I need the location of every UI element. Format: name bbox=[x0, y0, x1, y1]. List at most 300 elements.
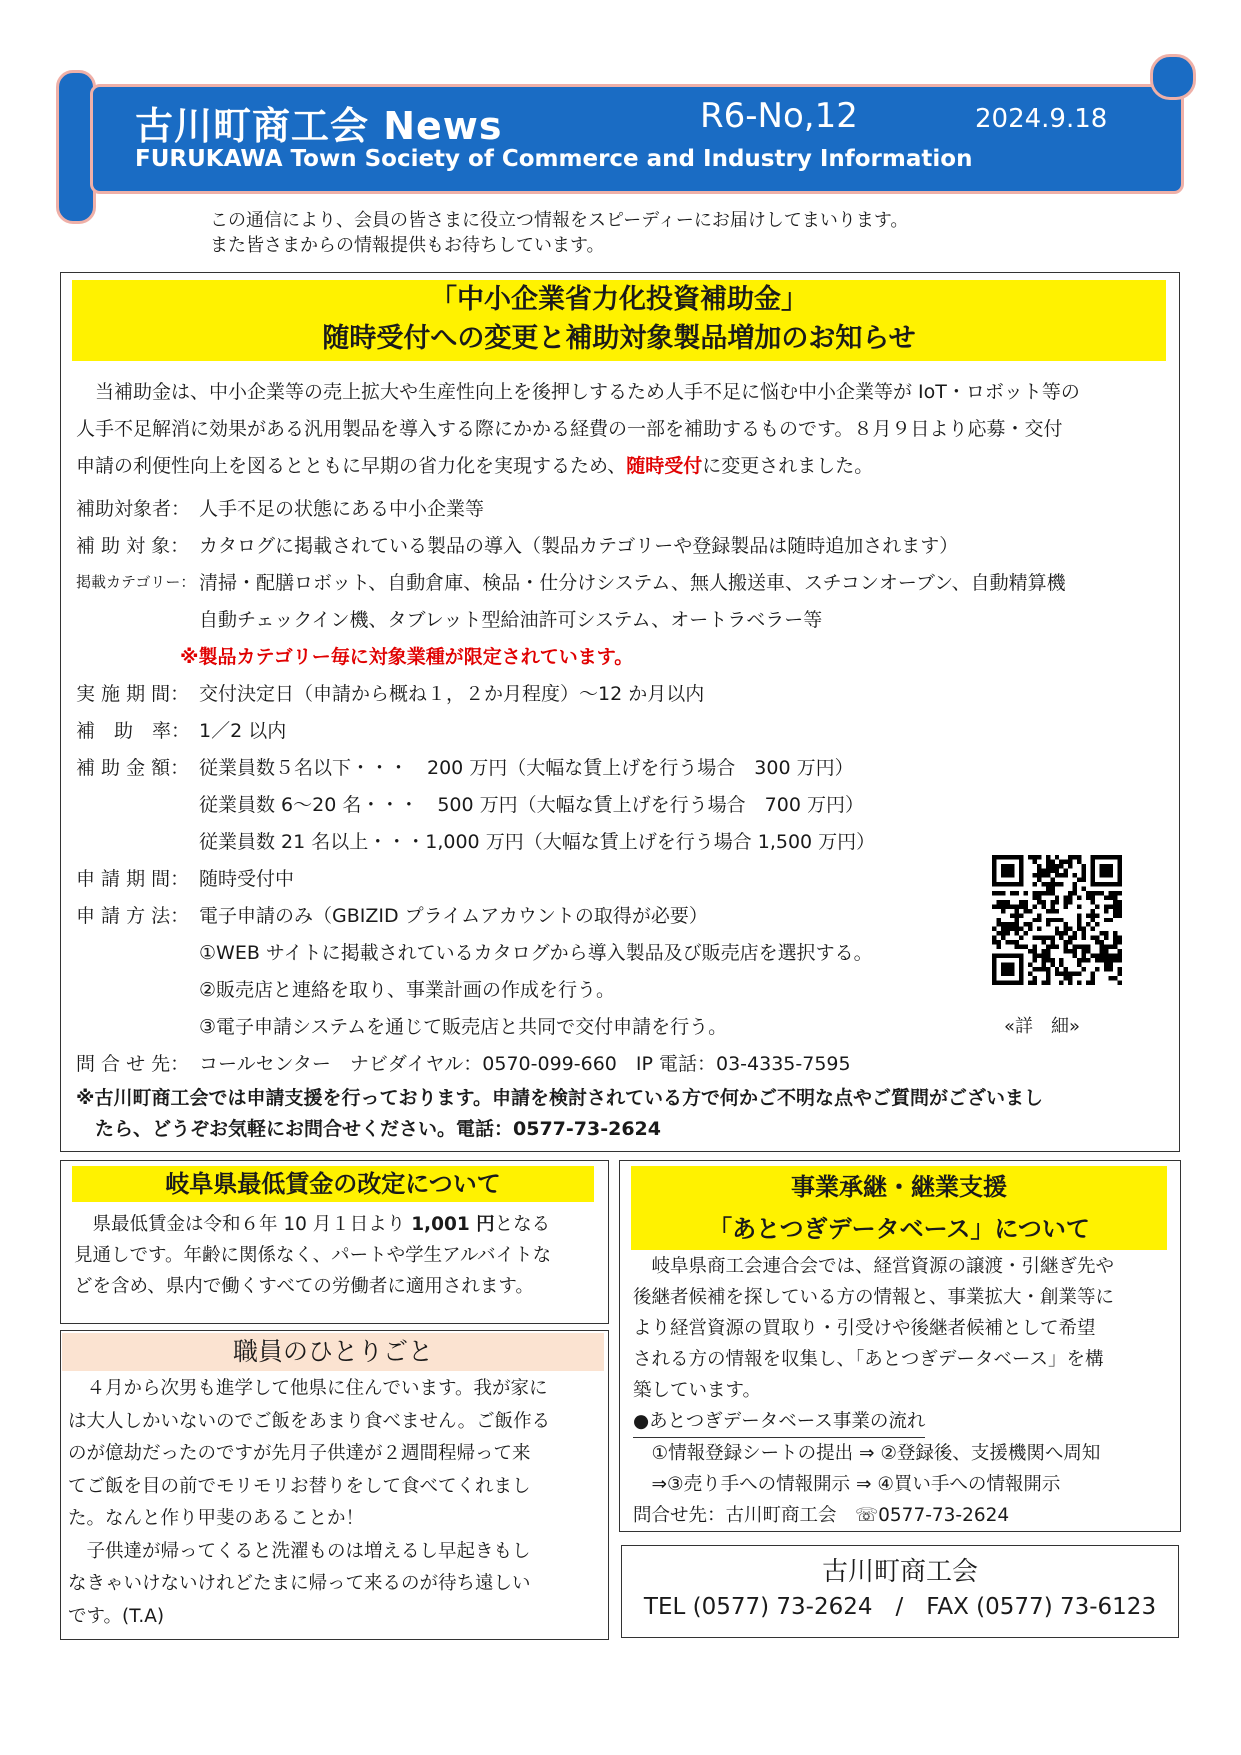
qr-module bbox=[1032, 967, 1036, 971]
qr-module bbox=[1041, 904, 1045, 908]
qr-module bbox=[1019, 900, 1023, 904]
qr-module bbox=[1113, 855, 1117, 859]
qr-module bbox=[1050, 909, 1054, 913]
qr-module bbox=[1032, 873, 1036, 877]
qr-module bbox=[992, 891, 996, 895]
qr-module bbox=[1046, 958, 1050, 962]
qr-module bbox=[1032, 855, 1036, 859]
qr-module bbox=[1050, 940, 1054, 944]
qr-module bbox=[1010, 954, 1014, 958]
qr-module bbox=[1077, 981, 1081, 985]
qr-module bbox=[1059, 873, 1063, 877]
qr-module bbox=[1041, 882, 1045, 886]
qr-module bbox=[1050, 900, 1054, 904]
qr-module bbox=[1109, 958, 1113, 962]
info-value: 1／2 以内 bbox=[199, 720, 287, 742]
qr-module bbox=[1050, 936, 1054, 940]
qr-module bbox=[1023, 922, 1027, 926]
paragraph-line: 人手不足解消に効果がある汎用製品を導入する際にかかる経費の一部を補助するものです。８月９日より応募・交付 bbox=[76, 418, 1063, 440]
qr-module bbox=[1095, 882, 1099, 886]
info-value: 交付決定日（申請から概ね１，２か月程度）～12 か月以内 bbox=[199, 683, 705, 705]
qr-module bbox=[1046, 864, 1050, 868]
qr-module bbox=[1109, 904, 1113, 908]
body-line: のが億劫だったのですが先月子供達が２週間程帰って来 bbox=[68, 1443, 531, 1464]
info-row-period bbox=[76, 679, 1076, 707]
qr-module bbox=[1001, 909, 1005, 913]
info-label: 掲載カテゴリー： bbox=[76, 573, 196, 591]
qr-module bbox=[1100, 945, 1104, 949]
qr-module bbox=[992, 873, 996, 877]
qr-module bbox=[1023, 945, 1027, 949]
info-value-continued: 自動チェックイン機、タブレット型給油許可システム、オートラベラー等 bbox=[199, 609, 823, 631]
qr-module bbox=[1010, 913, 1014, 917]
qr-module bbox=[992, 940, 996, 944]
qr-module bbox=[1001, 882, 1005, 886]
subsidy-heading bbox=[72, 280, 1166, 361]
qr-module bbox=[1014, 918, 1018, 922]
qr-module bbox=[1046, 972, 1050, 976]
qr-module bbox=[1041, 949, 1045, 953]
qr-module bbox=[1104, 855, 1108, 859]
qr-module bbox=[1001, 936, 1005, 940]
qr-module bbox=[1023, 909, 1027, 913]
qr-module bbox=[1041, 963, 1045, 967]
body-line: 岐阜県商工会連合会では、経営資源の譲渡・引継ぎ先や bbox=[633, 1256, 1115, 1277]
qr-module bbox=[1001, 963, 1005, 967]
qr-module bbox=[1100, 855, 1104, 859]
qr-module bbox=[1095, 891, 1099, 895]
qr-module bbox=[992, 859, 996, 863]
qr-module bbox=[1091, 972, 1095, 976]
qr-module bbox=[1082, 864, 1086, 868]
qr-module bbox=[1055, 945, 1059, 949]
qr-module bbox=[1055, 873, 1059, 877]
qr-module bbox=[1014, 927, 1018, 931]
qr-module bbox=[1082, 873, 1086, 877]
qr-module bbox=[1014, 855, 1018, 859]
footer-tel-fax: TEL (0577) 73-2624 / FAX (0577) 73-6123 bbox=[643, 1594, 1157, 1620]
qr-module bbox=[1055, 868, 1059, 872]
body-text: となる bbox=[494, 1214, 551, 1235]
qr-module bbox=[1073, 891, 1077, 895]
qr-module bbox=[1118, 891, 1122, 895]
qr-module bbox=[1113, 895, 1117, 899]
qr-module bbox=[1037, 855, 1041, 859]
qr-module bbox=[1019, 873, 1023, 877]
qr-module bbox=[1113, 976, 1117, 980]
body-line: より経営資源の買取り・引受けや後継者候補として希望 bbox=[633, 1318, 1096, 1339]
intro-line: また皆さまからの情報提供もお待ちしています。 bbox=[210, 235, 605, 256]
qr-module bbox=[1037, 954, 1041, 958]
qr-module bbox=[1014, 954, 1018, 958]
flow-step: ①情報登録シートの提出 ⇒ ②登録後、支援機関へ周知 bbox=[633, 1443, 1101, 1464]
minimum-wage-heading: 岐阜県最低賃金の改定について bbox=[72, 1166, 594, 1202]
qr-module bbox=[1068, 900, 1072, 904]
qr-module bbox=[1091, 976, 1095, 980]
qr-module bbox=[992, 877, 996, 881]
qr-module bbox=[1064, 927, 1068, 931]
qr-module bbox=[1064, 900, 1068, 904]
qr-module bbox=[1077, 958, 1081, 962]
qr-module bbox=[992, 927, 996, 931]
qr-module bbox=[1028, 963, 1032, 967]
qr-module bbox=[1073, 931, 1077, 935]
qr-module bbox=[1046, 922, 1050, 926]
qr-module bbox=[1055, 864, 1059, 868]
info-row-target-person bbox=[76, 494, 1076, 522]
qr-module bbox=[1104, 909, 1108, 913]
qr-module bbox=[1091, 877, 1095, 881]
qr-module bbox=[1055, 967, 1059, 971]
qr-module bbox=[1068, 981, 1072, 985]
body-line: 子供達が帰ってくると洗濯ものは増えるし早起きもし bbox=[68, 1540, 531, 1562]
qr-module bbox=[1050, 963, 1054, 967]
qr-module bbox=[1010, 927, 1014, 931]
info-label: 申 請 期 間： bbox=[76, 868, 190, 890]
banner-date: 2024.9.18 bbox=[975, 104, 1108, 134]
qr-module bbox=[1019, 976, 1023, 980]
qr-module bbox=[1113, 958, 1117, 962]
qr-module bbox=[1001, 873, 1005, 877]
qr-module bbox=[1023, 904, 1027, 908]
qr-module bbox=[1059, 958, 1063, 962]
qr-module bbox=[1050, 958, 1054, 962]
qr-module bbox=[1073, 936, 1077, 940]
qr-module bbox=[1059, 859, 1063, 863]
qr-module bbox=[1028, 972, 1032, 976]
support-note: ※古川町商工会では申請支援を行っております。申請を検討されている方で何かご不明な点やご質問がございまし bbox=[76, 1087, 1043, 1109]
info-label: 実 施 期 間： bbox=[76, 683, 190, 705]
qr-module bbox=[1064, 949, 1068, 953]
qr-module bbox=[1001, 954, 1005, 958]
qr-module bbox=[1001, 972, 1005, 976]
qr-module bbox=[1064, 904, 1068, 908]
qr-module bbox=[1019, 936, 1023, 940]
info-row-contact bbox=[76, 1049, 1076, 1077]
qr-module bbox=[1050, 877, 1054, 881]
minimum-wage-body bbox=[74, 1209, 551, 1302]
qr-module bbox=[1005, 972, 1009, 976]
qr-module bbox=[1059, 882, 1063, 886]
qr-module bbox=[1050, 891, 1054, 895]
qr-module bbox=[1001, 891, 1005, 895]
qr-module bbox=[1068, 927, 1072, 931]
qr-module bbox=[1005, 855, 1009, 859]
qr-module bbox=[1050, 864, 1054, 868]
qr-module bbox=[1032, 895, 1036, 899]
body-line: 築しています。 bbox=[633, 1380, 762, 1401]
body-line: ４月から次男も進学して他県に住んでいます。我が家に bbox=[68, 1378, 548, 1399]
qr-module bbox=[1118, 913, 1122, 917]
qr-module bbox=[1059, 972, 1063, 976]
qr-module bbox=[1046, 949, 1050, 953]
body-text: 県最低賃金は令和６年 10 月１日より bbox=[74, 1214, 412, 1235]
qr-module bbox=[1037, 918, 1041, 922]
qr-module bbox=[1086, 945, 1090, 949]
qr-module bbox=[1113, 913, 1117, 917]
qr-module bbox=[1037, 927, 1041, 931]
qr-module bbox=[992, 967, 996, 971]
qr-module bbox=[1005, 868, 1009, 872]
qr-module bbox=[1032, 954, 1036, 958]
qr-module bbox=[1068, 855, 1072, 859]
qr-module bbox=[1109, 918, 1113, 922]
qr-module bbox=[992, 864, 996, 868]
qr-module bbox=[1046, 886, 1050, 890]
qr-module bbox=[1113, 954, 1117, 958]
qr-module bbox=[1100, 931, 1104, 935]
qr-module bbox=[1010, 981, 1014, 985]
qr-module bbox=[1005, 963, 1009, 967]
qr-module bbox=[1059, 936, 1063, 940]
qr-module bbox=[1046, 981, 1050, 985]
qr-module bbox=[1032, 958, 1036, 962]
qr-module bbox=[1005, 882, 1009, 886]
info-row-category bbox=[76, 568, 1166, 596]
qr-module bbox=[1064, 945, 1068, 949]
qr-module bbox=[1019, 913, 1023, 917]
method-step: ①WEB サイトに掲載されているカタログから導入製品及び販売店を選択する。 bbox=[199, 942, 873, 964]
qr-module bbox=[1001, 967, 1005, 971]
qr-module bbox=[1037, 864, 1041, 868]
qr-module bbox=[1104, 936, 1108, 940]
qr-module bbox=[992, 972, 996, 976]
qr-module bbox=[1064, 931, 1068, 935]
intro-text bbox=[210, 208, 908, 258]
qr-module bbox=[1068, 895, 1072, 899]
qr-code[interactable] bbox=[992, 855, 1122, 985]
qr-module bbox=[1037, 877, 1041, 881]
method-step: ③電子申請システムを通じて販売店と共同で交付申請を行う。 bbox=[199, 1016, 728, 1038]
qr-module bbox=[1001, 904, 1005, 908]
qr-module bbox=[1100, 954, 1104, 958]
qr-module bbox=[1109, 954, 1113, 958]
qr-module bbox=[1100, 940, 1104, 944]
qr-module bbox=[1032, 918, 1036, 922]
info-value: 従業員数５名以下・・・ 200 万円（大幅な賃上げを行う場合 300 万円） bbox=[199, 757, 854, 779]
qr-module bbox=[1068, 976, 1072, 980]
qr-module bbox=[1041, 891, 1045, 895]
qr-module bbox=[1055, 927, 1059, 931]
qr-module bbox=[1055, 972, 1059, 976]
body-line: は大人しかいないのでご飯をあまり食べません。ご飯作る bbox=[68, 1410, 551, 1432]
qr-module bbox=[1109, 873, 1113, 877]
qr-module bbox=[1014, 931, 1018, 935]
qr-module bbox=[1014, 891, 1018, 895]
intro-line: この通信により、会員の皆さまに役立つ情報をスピーディーにお届けしてまいります。 bbox=[210, 210, 909, 231]
category-note: ※製品カテゴリー毎に対象業種が限定されています。 bbox=[180, 646, 634, 668]
qr-module bbox=[1100, 873, 1104, 877]
qr-module bbox=[1095, 958, 1099, 962]
qr-module bbox=[1010, 864, 1014, 868]
support-note: たら、どうぞお気軽にお問合せください。電話：0577-73-2624 bbox=[76, 1118, 661, 1140]
qr-module bbox=[1028, 981, 1032, 985]
qr-module bbox=[1028, 927, 1032, 931]
qr-module bbox=[1019, 945, 1023, 949]
info-value: カタログに掲載されている製品の導入（製品カテゴリーや登録製品は随時追加されます） bbox=[199, 535, 959, 557]
qr-module bbox=[1068, 936, 1072, 940]
qr-module bbox=[1068, 940, 1072, 944]
staff-column-body bbox=[68, 1373, 550, 1633]
qr-module bbox=[1032, 936, 1036, 940]
qr-module bbox=[1086, 922, 1090, 926]
qr-module bbox=[1055, 931, 1059, 935]
footer-contact-box bbox=[621, 1545, 1179, 1638]
qr-module bbox=[1019, 855, 1023, 859]
qr-module bbox=[1095, 954, 1099, 958]
qr-module bbox=[996, 922, 1000, 926]
qr-module bbox=[992, 882, 996, 886]
qr-module bbox=[1037, 873, 1041, 877]
qr-module bbox=[1019, 981, 1023, 985]
qr-module bbox=[1104, 864, 1108, 868]
succession-contact: 問合せ先：古川町商工会 ☏0577-73-2624 bbox=[633, 1505, 1010, 1526]
qr-module bbox=[1064, 940, 1068, 944]
body-line: される方の情報を収集し、「あとつぎデータベース」を構 bbox=[633, 1349, 1104, 1370]
info-row-target bbox=[76, 531, 1076, 559]
qr-module bbox=[1019, 958, 1023, 962]
qr-module bbox=[1046, 873, 1050, 877]
qr-module bbox=[1041, 936, 1045, 940]
staff-column-heading: 職員のひとりごと bbox=[62, 1333, 604, 1371]
info-label: 申 請 方 法： bbox=[76, 905, 190, 927]
succession-heading-line: 事業承継・継業支援 bbox=[791, 1173, 1007, 1201]
info-value: コールセンター ナビダイヤル：0570-099-660 IP 電話：03-4335-7595 bbox=[199, 1053, 851, 1075]
qr-module bbox=[1064, 895, 1068, 899]
qr-module bbox=[1118, 855, 1122, 859]
qr-module bbox=[1041, 940, 1045, 944]
qr-module bbox=[1073, 882, 1077, 886]
info-value: 清掃・配膳ロボット、自動倉庫、検品・仕分けシステム、無人搬送車、スチコンオーブン、自動精算機 bbox=[199, 572, 1066, 594]
qr-module bbox=[1005, 931, 1009, 935]
qr-module bbox=[1032, 981, 1036, 985]
qr-module bbox=[1091, 913, 1095, 917]
qr-module bbox=[1095, 936, 1099, 940]
qr-module bbox=[1104, 931, 1108, 935]
paragraph-text: に変更されました。 bbox=[702, 455, 874, 477]
qr-module bbox=[1005, 864, 1009, 868]
qr-module bbox=[1073, 886, 1077, 890]
info-label: 問 合 せ 先： bbox=[76, 1053, 190, 1075]
qr-module bbox=[1055, 900, 1059, 904]
qr-module bbox=[1032, 859, 1036, 863]
qr-module bbox=[996, 855, 1000, 859]
qr-module bbox=[1086, 949, 1090, 953]
qr-module bbox=[1050, 868, 1054, 872]
qr-module bbox=[1104, 918, 1108, 922]
body-line: 後継者候補を探している方の情報と、事業拡大・創業等に bbox=[633, 1287, 1115, 1308]
qr-module bbox=[1005, 927, 1009, 931]
qr-module bbox=[1077, 972, 1081, 976]
qr-module bbox=[1041, 954, 1045, 958]
qr-module bbox=[1019, 882, 1023, 886]
qr-module bbox=[1019, 868, 1023, 872]
qr-module bbox=[1082, 936, 1086, 940]
qr-module bbox=[1001, 981, 1005, 985]
qr-module bbox=[1073, 954, 1077, 958]
qr-module bbox=[1109, 945, 1113, 949]
qr-module bbox=[1032, 891, 1036, 895]
qr-module bbox=[1019, 904, 1023, 908]
qr-module bbox=[1046, 882, 1050, 886]
qr-module bbox=[1050, 945, 1054, 949]
qr-module bbox=[1037, 967, 1041, 971]
qr-module bbox=[992, 954, 996, 958]
qr-module bbox=[1005, 967, 1009, 971]
qr-module bbox=[1113, 931, 1117, 935]
qr-module bbox=[1118, 900, 1122, 904]
qr-module bbox=[1046, 936, 1050, 940]
qr-module bbox=[1041, 958, 1045, 962]
qr-module bbox=[1059, 963, 1063, 967]
qr-module bbox=[992, 981, 996, 985]
qr-module bbox=[1032, 904, 1036, 908]
qr-module bbox=[1118, 904, 1122, 908]
qr-module bbox=[1113, 891, 1117, 895]
qr-module bbox=[1068, 891, 1072, 895]
qr-module bbox=[1014, 904, 1018, 908]
qr-module bbox=[1010, 922, 1014, 926]
qr-module bbox=[1077, 859, 1081, 863]
qr-module bbox=[1100, 891, 1104, 895]
qr-module bbox=[1091, 936, 1095, 940]
qr-module bbox=[1109, 895, 1113, 899]
qr-module bbox=[1037, 895, 1041, 899]
qr-module bbox=[1023, 891, 1027, 895]
qr-module bbox=[1109, 882, 1113, 886]
subsidy-heading-line: 随時受付への変更と補助対象製品増加のお知らせ bbox=[322, 323, 916, 354]
body-line: どを含め、県内で働くすべての労働者に適用されます。 bbox=[74, 1276, 534, 1297]
qr-module bbox=[1019, 954, 1023, 958]
qr-module bbox=[1113, 900, 1117, 904]
info-label: 補 助 対 象： bbox=[76, 535, 190, 557]
qr-module bbox=[1055, 918, 1059, 922]
banner-subtitle: FURUKAWA Town Society of Commerce and Industry Information bbox=[135, 146, 973, 172]
qr-module bbox=[1064, 967, 1068, 971]
qr-module bbox=[1104, 958, 1108, 962]
banner-issue: R6-No,12 bbox=[700, 96, 858, 136]
body-line: てご飯を目の前でモリモリお替りをして食べてくれまし bbox=[68, 1475, 531, 1497]
qr-module bbox=[1028, 909, 1032, 913]
qr-module bbox=[1118, 981, 1122, 985]
qr-module bbox=[996, 900, 1000, 904]
qr-module bbox=[1073, 972, 1077, 976]
qr-module bbox=[1082, 958, 1086, 962]
wage-amount: 1,001 円 bbox=[411, 1214, 495, 1235]
qr-module bbox=[1001, 868, 1005, 872]
qr-module bbox=[996, 882, 1000, 886]
qr-module bbox=[1109, 967, 1113, 971]
qr-module bbox=[1100, 958, 1104, 962]
qr-module bbox=[1095, 913, 1099, 917]
qr-module bbox=[1091, 918, 1095, 922]
banner-title: 古川町商工会 News bbox=[135, 104, 503, 148]
info-value-continued: 従業員数 21 名以上・・・1,000 万円（大幅な賃上げを行う場合 1,500 万円） bbox=[199, 831, 876, 853]
qr-module bbox=[1100, 864, 1104, 868]
footer-org-name: 古川町商工会 bbox=[821, 1557, 978, 1587]
body-line: なきゃいけないけれどたまに帰って来るのが待ち遠しい bbox=[68, 1573, 531, 1594]
qr-module bbox=[1019, 927, 1023, 931]
body-line bbox=[74, 1209, 551, 1240]
qr-module bbox=[1086, 891, 1090, 895]
qr-module bbox=[1095, 855, 1099, 859]
qr-module bbox=[1019, 877, 1023, 881]
paragraph-line: 当補助金は、中小企業等の売上拡大や生産性向上を後押しするため人手不足に悩む中小企業等が IoT・ロボット等の bbox=[76, 381, 1080, 403]
qr-module bbox=[1113, 904, 1117, 908]
qr-module bbox=[1091, 981, 1095, 985]
qr-module bbox=[1100, 882, 1104, 886]
qr-module bbox=[1064, 976, 1068, 980]
